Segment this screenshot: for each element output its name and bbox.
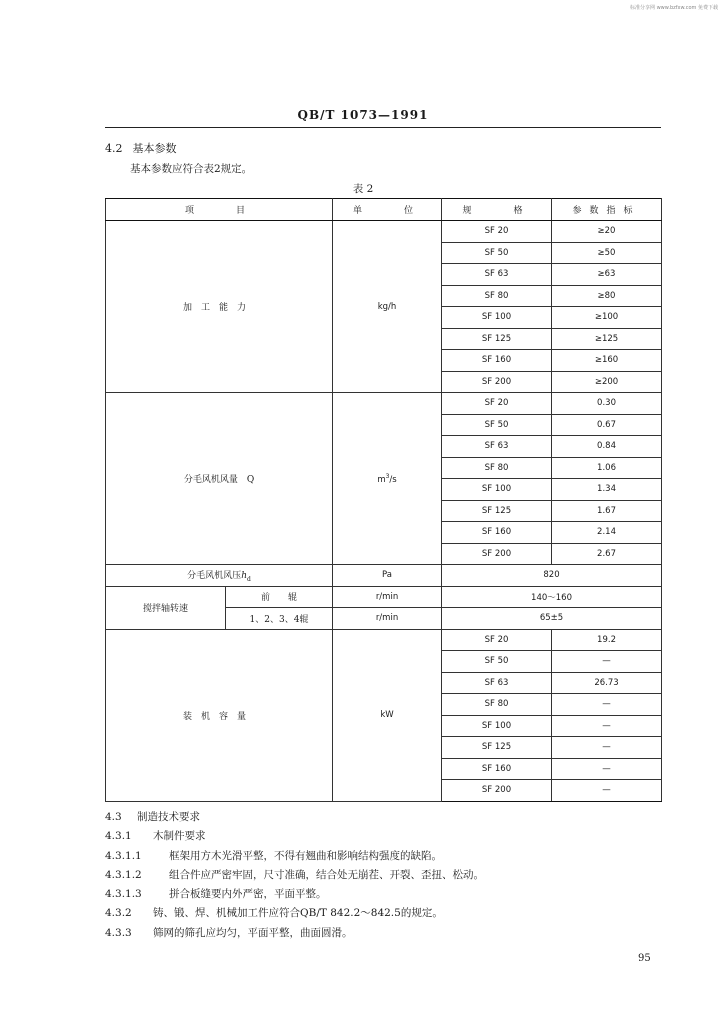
value-cell: — <box>552 715 662 737</box>
value-cell: 0.67 <box>552 414 662 436</box>
spec-cell: SF 20 <box>442 629 552 651</box>
value-cell: 1.06 <box>552 457 662 479</box>
airflow-label: 分毛风机风量 Q <box>106 393 333 565</box>
value-cell: ≥200 <box>552 371 662 393</box>
requirement-number: 4.3 <box>105 811 122 823</box>
spec-cell: SF 160 <box>442 350 552 372</box>
value-cell: ≥160 <box>552 350 662 372</box>
spec-cell: SF 63 <box>442 672 552 694</box>
shaft-speed-unit: r/min <box>333 608 442 630</box>
requirements-list <box>105 808 665 943</box>
section-number: 4.2 <box>105 142 123 155</box>
requirement-number: 4.3.3 <box>105 926 132 939</box>
capacity-unit: kg/h <box>333 221 442 393</box>
value-cell: — <box>552 780 662 802</box>
value-cell: 0.84 <box>552 436 662 458</box>
table-caption: 表 2 <box>352 183 374 195</box>
requirement-item <box>105 904 665 923</box>
requirement-number: 4.3.1 <box>105 830 132 843</box>
value-cell: 2.14 <box>552 522 662 544</box>
value-cell: — <box>552 737 662 759</box>
spec-cell: SF 100 <box>442 307 552 329</box>
spec-cell: SF 200 <box>442 371 552 393</box>
requirement-item <box>105 866 665 885</box>
pressure-label <box>106 565 333 587</box>
pressure-value: 820 <box>442 565 662 587</box>
spec-cell: SF 160 <box>442 522 552 544</box>
spec-cell: SF 63 <box>442 436 552 458</box>
power-unit: kW <box>333 629 442 801</box>
requirement-text: 木制件要求 <box>153 830 206 843</box>
spec-cell: SF 80 <box>442 285 552 307</box>
parameters-table <box>105 198 662 802</box>
header-item: 项 目 <box>106 199 333 221</box>
requirement-item <box>105 847 665 866</box>
requirement-text: 铸、锻、焊、机械加工件应符合QB/T 842.2～842.5的规定。 <box>153 907 443 920</box>
shaft-speed-value: 65±5 <box>442 608 662 630</box>
spec-cell: SF 50 <box>442 242 552 264</box>
spec-cell: SF 63 <box>442 264 552 286</box>
requirement-text: 筛网的筛孔应均匀，平面平整，曲面圆滑。 <box>153 926 353 939</box>
table-row <box>106 221 662 243</box>
spec-cell: SF 160 <box>442 758 552 780</box>
table-row <box>106 629 662 651</box>
spec-cell: SF 80 <box>442 694 552 716</box>
value-cell: ≥50 <box>552 242 662 264</box>
table-row <box>106 586 662 608</box>
header-value: 参数指标 <box>552 199 662 221</box>
standard-code-header: QB/T 1073—1991 <box>297 108 429 122</box>
shaft-speed-value: 140～160 <box>442 586 662 608</box>
pressure-label-var: h <box>241 570 247 581</box>
spec-cell: SF 125 <box>442 737 552 759</box>
spec-cell: SF 50 <box>442 651 552 673</box>
table-row <box>106 393 662 415</box>
spec-cell: SF 50 <box>442 414 552 436</box>
spec-cell: SF 125 <box>442 500 552 522</box>
value-cell: ≥80 <box>552 285 662 307</box>
header-spec: 规 格 <box>442 199 552 221</box>
requirement-item <box>105 827 665 846</box>
requirement-number: 4.3.1.3 <box>105 888 142 901</box>
requirement-text: 制造技术要求 <box>137 811 200 823</box>
page-number: 95 <box>638 953 651 964</box>
spec-cell: SF 20 <box>442 221 552 243</box>
airflow-unit-tail: /s <box>389 474 397 485</box>
pressure-label-sub: d <box>246 575 251 583</box>
airflow-unit-base: m <box>377 474 386 485</box>
spec-cell: SF 200 <box>442 780 552 802</box>
spec-cell: SF 80 <box>442 457 552 479</box>
header-rule <box>105 127 661 128</box>
airflow-unit <box>333 393 442 565</box>
spec-cell: SF 100 <box>442 479 552 501</box>
spec-cell: SF 200 <box>442 543 552 565</box>
value-cell: 0.30 <box>552 393 662 415</box>
value-cell: 1.67 <box>552 500 662 522</box>
requirement-item <box>105 808 665 827</box>
requirement-item <box>105 885 665 904</box>
requirement-number: 4.3.1.1 <box>105 849 142 862</box>
table-row <box>106 565 662 587</box>
value-cell: ≥100 <box>552 307 662 329</box>
capacity-label: 加工能力 <box>106 221 333 393</box>
value-cell: — <box>552 651 662 673</box>
header-unit: 单 位 <box>333 199 442 221</box>
shaft-speed-sub: 1、2、3、4辊 <box>226 608 333 630</box>
requirement-number: 4.3.1.2 <box>105 868 142 881</box>
value-cell: ≥20 <box>552 221 662 243</box>
value-cell: 26.73 <box>552 672 662 694</box>
value-cell: 19.2 <box>552 629 662 651</box>
airflow-unit-sup: 3 <box>385 472 390 480</box>
value-cell: — <box>552 758 662 780</box>
power-label: 装机容量 <box>106 629 333 801</box>
shaft-speed-sub: 前 辊 <box>226 586 333 608</box>
value-cell: ≥63 <box>552 264 662 286</box>
section-title: 基本参数 <box>132 142 177 155</box>
shaft-speed-label: 搅拌轴转速 <box>106 586 226 629</box>
section-heading <box>105 140 177 156</box>
section-intro: 基本参数应符合表2规定。 <box>130 163 253 175</box>
requirement-text: 框架用方木光滑平整，不得有翘曲和影响结构强度的缺陷。 <box>169 849 442 862</box>
requirement-text: 组合件应严密牢固，尺寸准确，结合处无崩茬、开裂、歪扭、松动。 <box>169 868 484 881</box>
spec-cell: SF 100 <box>442 715 552 737</box>
value-cell: ≥125 <box>552 328 662 350</box>
requirement-text: 拼合板缝要内外严密，平面平整。 <box>169 888 327 901</box>
shaft-speed-unit: r/min <box>333 586 442 608</box>
spec-cell: SF 20 <box>442 393 552 415</box>
requirement-item <box>105 924 665 943</box>
table-header-row <box>106 199 662 221</box>
value-cell: 1.34 <box>552 479 662 501</box>
pressure-label-main: 分毛风机风压 <box>187 570 242 581</box>
watermark: 标准分享网 www.bzfxw.com 免费下载 <box>630 5 718 11</box>
pressure-unit: Pa <box>333 565 442 587</box>
value-cell: 2.67 <box>552 543 662 565</box>
value-cell: — <box>552 694 662 716</box>
requirement-number: 4.3.2 <box>105 907 132 920</box>
spec-cell: SF 125 <box>442 328 552 350</box>
